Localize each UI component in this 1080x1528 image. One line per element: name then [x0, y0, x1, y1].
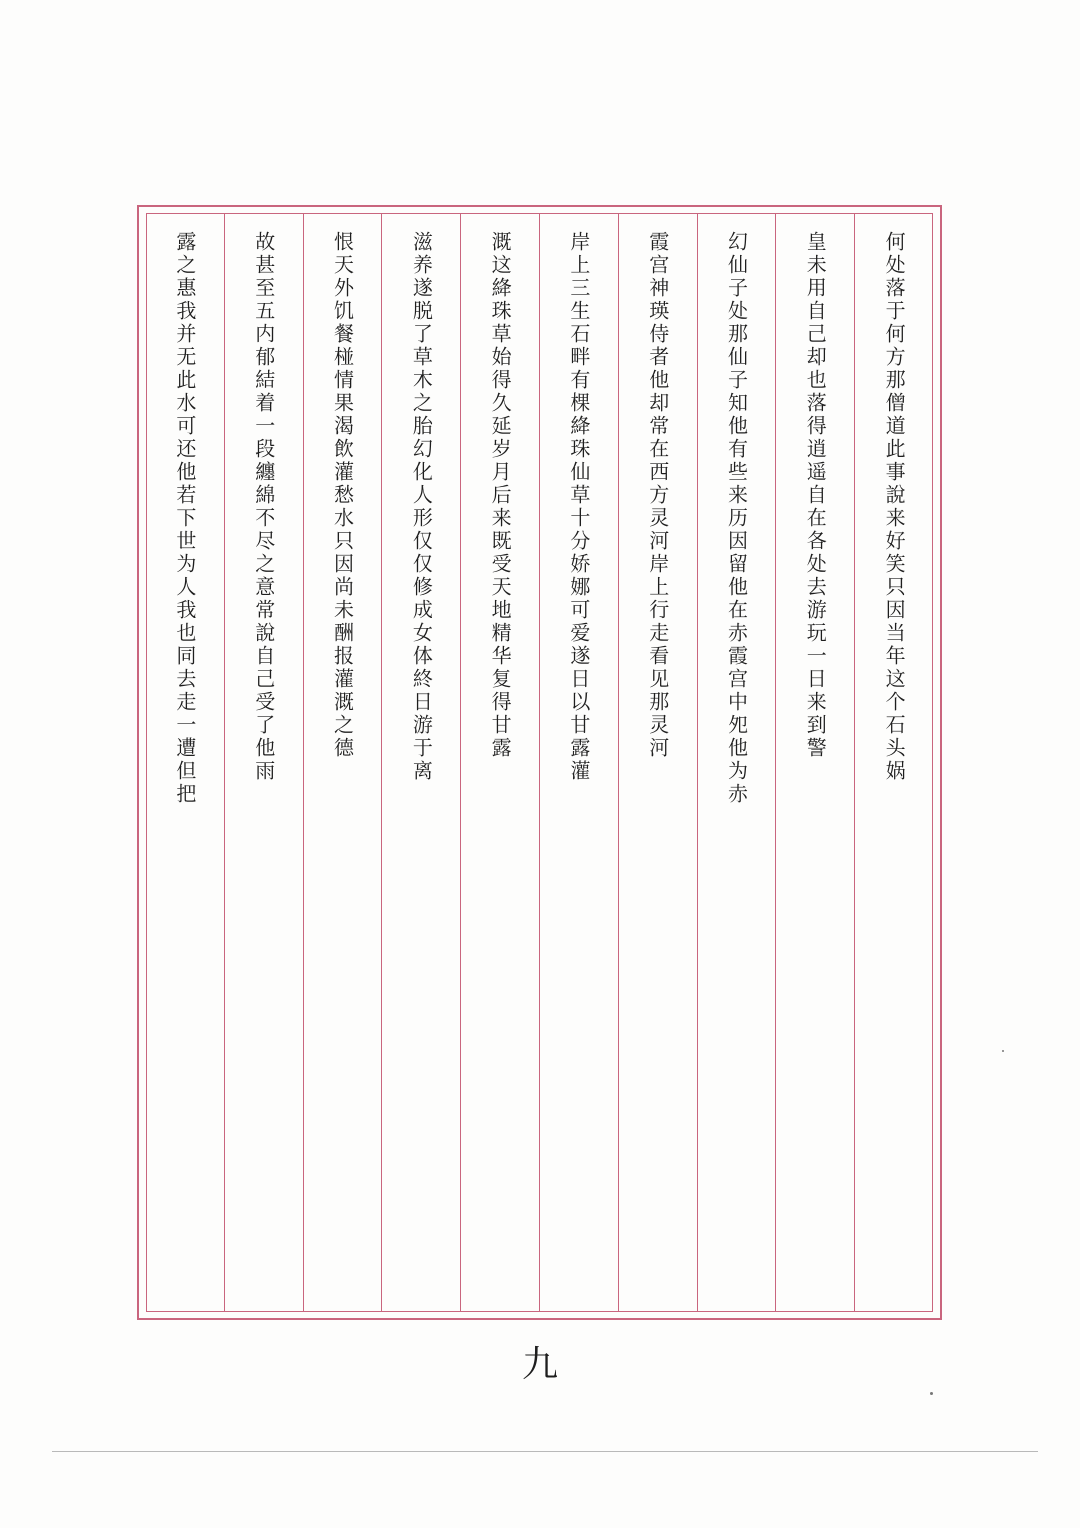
text-column-4	[618, 213, 697, 1312]
column-text: 恨天外饥餐椪情果渴飲灌愁水只因尚未酬报灌溉之德	[330, 231, 355, 760]
manuscript-grid	[146, 213, 933, 1312]
column-text: 溉这絳珠草始得久延岁月后来既受天地精华复得甘露	[488, 231, 513, 760]
text-column-6	[460, 213, 539, 1312]
text-column-3	[697, 213, 776, 1312]
column-text: 霞宫神瑛侍者他却常在西方灵河岸上行走看见那灵河	[645, 231, 670, 760]
paper-speck	[930, 1392, 933, 1395]
column-text: 露之惠我并无此水可还他若下世为人我也同去走一遭但把	[172, 231, 197, 806]
column-text: 何处落于何方那僧道此事說来好笑只因当年这个石头娲	[882, 231, 907, 783]
text-column-8	[303, 213, 382, 1312]
text-column-2	[775, 213, 854, 1312]
page-number: 九	[521, 1344, 558, 1385]
column-text: 滋养遂脱了草木之胎幻化人形仅仅修成女体終日游于离	[409, 231, 434, 783]
text-column-1	[854, 213, 933, 1312]
column-text: 故甚至五内郁結着一段纏綿不尽之意常說自己受了他雨	[251, 231, 276, 783]
column-text: 岸上三生石畔有棵絳珠仙草十分娇娜可爱遂日以甘露灌	[566, 231, 591, 783]
text-column-7	[381, 213, 460, 1312]
column-text: 幻仙子处那仙子知他有些来历因留他在赤霞宫中夗他为赤	[724, 231, 749, 806]
scan-edge-line	[52, 1451, 1038, 1452]
text-column-10	[146, 213, 224, 1312]
text-column-5	[539, 213, 618, 1312]
text-column-9	[224, 213, 303, 1312]
paper-speck	[1002, 1050, 1004, 1052]
column-text: 皇未用自己却也落得逍遥自在各处去游玩一日来到警	[803, 231, 828, 760]
